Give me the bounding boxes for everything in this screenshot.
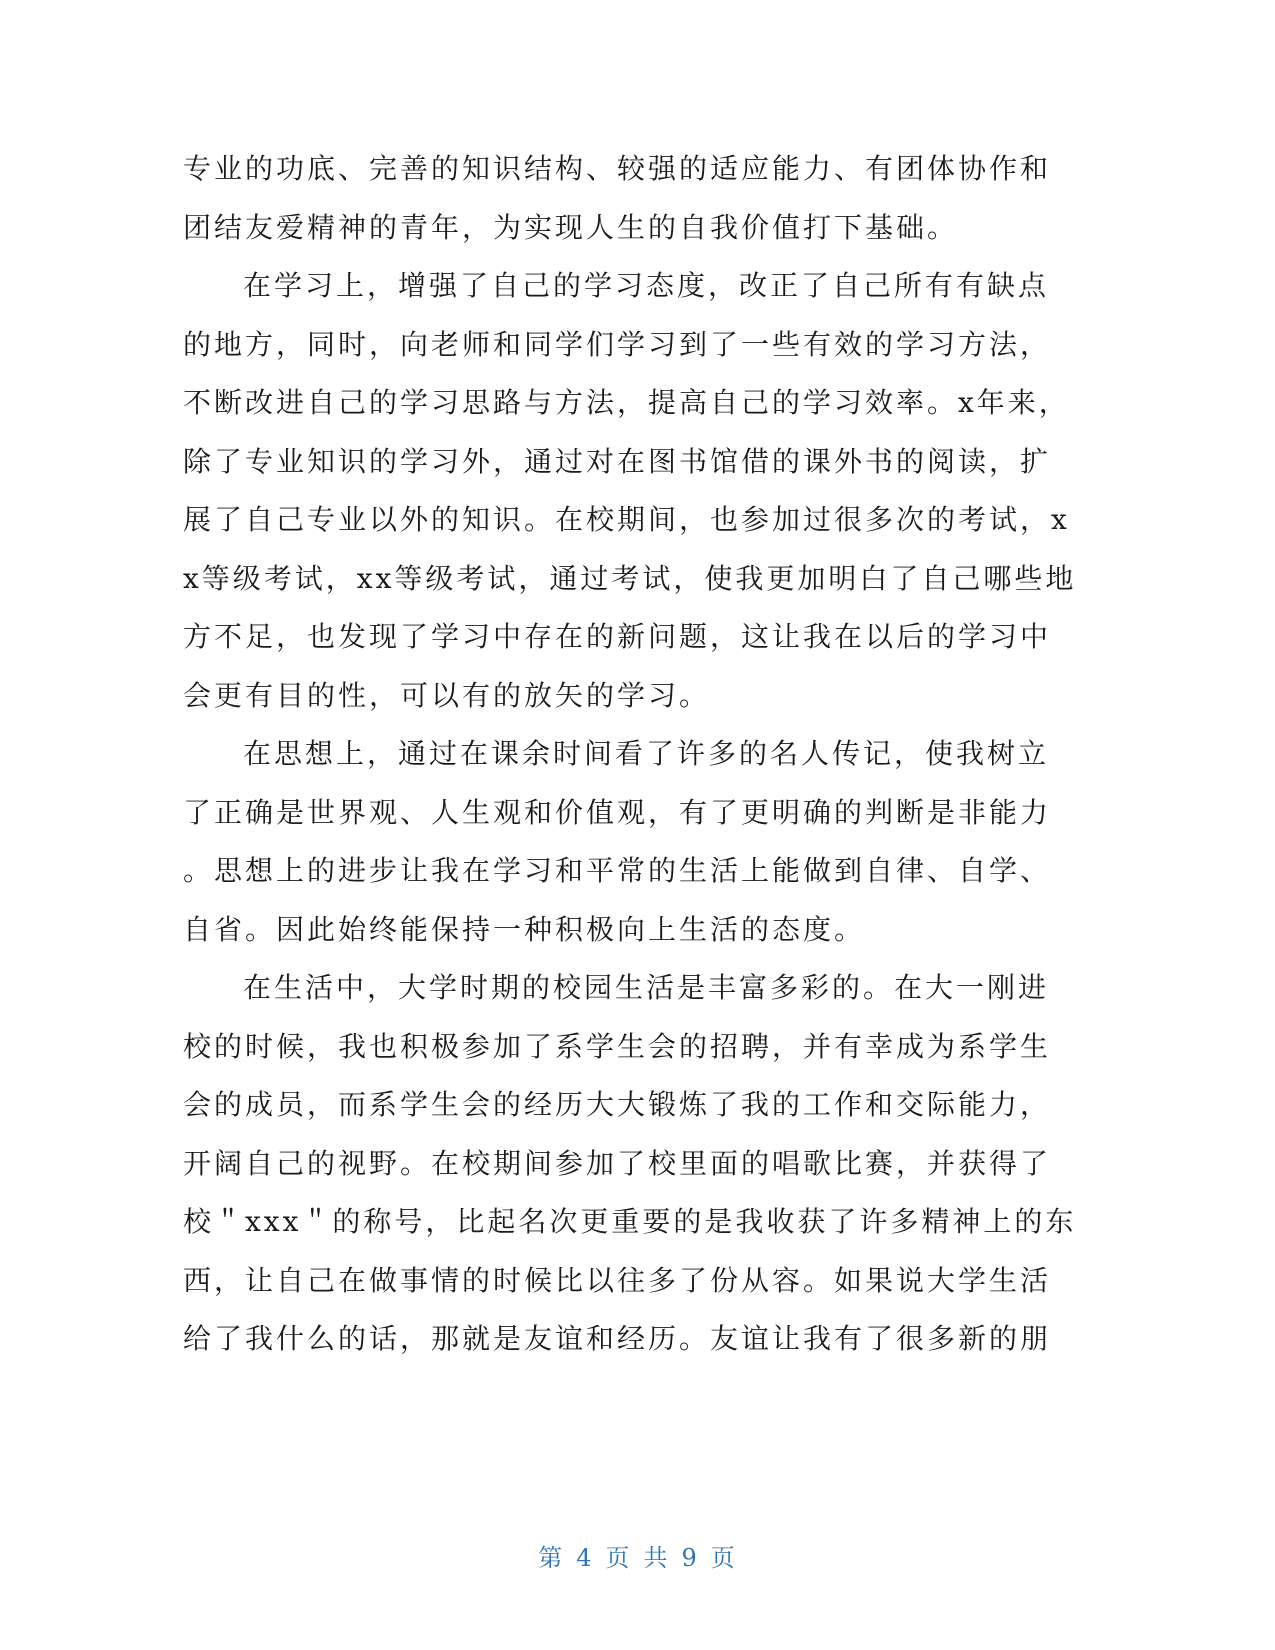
- footer-prefix: 第: [538, 1544, 565, 1572]
- text-line: 校＂xxx＂的称号，比起名次更重要的是我收获了许多精神上的东: [183, 1205, 1077, 1238]
- text-line: 自省。因此始终能保持一种积极向上生活的态度。: [183, 912, 866, 946]
- text-line: 团结友爱精神的青年，为实现人生的自我价值打下基础。: [183, 210, 959, 244]
- total-page-count: 9: [681, 1544, 699, 1572]
- text-line: 。思想上的进步让我在学习和平常的生活上能做到自律、自学、: [183, 854, 1052, 887]
- text-line: 了正确是世界观、人生观和价值观，有了更明确的判断是非能力: [183, 795, 1052, 829]
- body-text: [183, 140, 1077, 1369]
- text-line: 会的成员，而系学生会的经历大大锻炼了我的工作和交际能力，: [183, 1088, 1052, 1121]
- text-line: 展了自己专业以外的知识。在校期间，也参加过很多次的考试，x: [183, 503, 1070, 536]
- paragraph-start-line: 在思想上，通过在课余时间看了许多的名人传记，使我树立: [243, 737, 1050, 770]
- text-line: 的地方，同时，向老师和同学们学习到了一些有效的学习方法，: [183, 327, 1052, 361]
- text-line: 给了我什么的话，那就是友谊和经历。友谊让我有了很多新的朋: [183, 1322, 1052, 1355]
- current-page-number: 4: [576, 1544, 594, 1572]
- text-line: 会更有目的性，可以有的放矢的学习。: [183, 678, 711, 712]
- footer-total-word: 共: [643, 1544, 670, 1572]
- page-footer: [0, 1538, 1275, 1573]
- text-line: 校的时候，我也积极参加了系学生会的招聘，并有幸成为系学生: [183, 1029, 1052, 1063]
- footer-suffix: 页: [710, 1544, 737, 1572]
- footer-page-word: 页: [605, 1544, 632, 1572]
- text-line: 方不足，也发现了学习中存在的新问题，这让我在以后的学习中: [183, 620, 1052, 653]
- text-line: 除了专业知识的学习外，通过对在图书馆借的课外书的阅读，扩: [183, 444, 1052, 478]
- text-line: 专业的功底、完善的知识结构、较强的适应能力、有团体协作和: [183, 152, 1052, 185]
- text-line: x等级考试，xx等级考试，通过考试，使我更加明白了自己哪些地: [183, 561, 1077, 595]
- text-line: 西，让自己在做事情的时候比以往多了份从容。如果说大学生活: [183, 1263, 1052, 1297]
- paragraph-start-line: 在生活中，大学时期的校园生活是丰富多彩的。在大一刚进: [243, 971, 1050, 1004]
- paragraph-start-line: 在学习上，增强了自己的学习态度，改正了自己所有有缺点: [243, 269, 1050, 302]
- text-line: 开阔自己的视野。在校期间参加了校里面的唱歌比赛，并获得了: [183, 1146, 1052, 1180]
- text-line: 不断改进自己的学习思路与方法，提高自己的学习效率。x年来，: [183, 386, 1070, 419]
